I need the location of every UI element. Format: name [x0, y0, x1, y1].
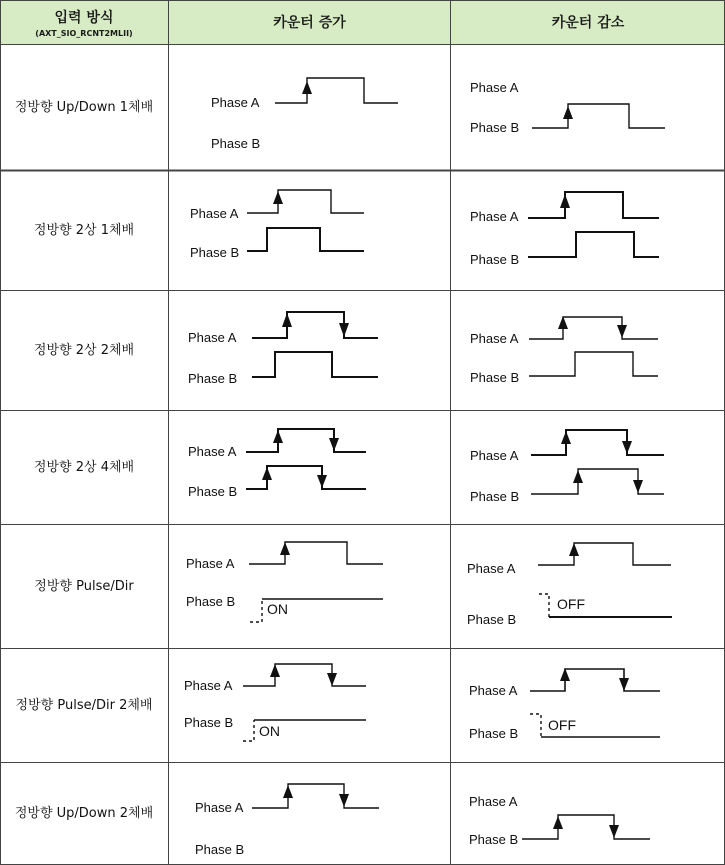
- row2-up-phase-b-wave: [247, 228, 364, 251]
- row2-up-phase-b-label: Phase B: [190, 245, 240, 260]
- row4-down-phase-b-fall-arrowhead: [633, 480, 643, 493]
- header-input-mode-title: 입력 방식: [54, 9, 114, 26]
- row5-down-diagram: [467, 543, 672, 627]
- row5-up-on-label: ON: [267, 601, 288, 617]
- row-label-pulse-dir: 정방향 Pulse/Dir: [34, 578, 134, 594]
- row1-up-diagram: [211, 78, 398, 151]
- row6-up-on-label: ON: [259, 723, 280, 739]
- row6-down-phase-a-fall-arrowhead: [619, 678, 629, 691]
- row2-up-phase-a-rise-arrowhead: [273, 191, 283, 204]
- row1-down-phase-b-wave: [532, 104, 665, 128]
- row7-up-phase-a-wave: [252, 784, 379, 808]
- row2-up-phase-a-wave: [247, 190, 364, 213]
- row6-down-phase-a-wave: [530, 669, 660, 691]
- row4-up-phase-b-label: Phase B: [188, 484, 238, 499]
- row5-down-off-label: OFF: [557, 596, 585, 612]
- row1-down-phase-b-label: Phase B: [470, 120, 520, 135]
- row6-down-phase-a-rise-arrowhead: [560, 668, 570, 681]
- row6-up-phase-a-wave: [243, 664, 366, 686]
- row3-up-phase-a-label: Phase A: [188, 330, 237, 345]
- row7-up-phase-a-rise-arrowhead: [283, 785, 293, 798]
- row7-up-phase-a-label: Phase A: [195, 800, 244, 815]
- row7-up-diagram: [195, 784, 379, 857]
- row1-up-phase-b-label: Phase B: [211, 136, 261, 151]
- row-label-updown-1x: 정방향 Up/Down 1체배: [14, 99, 154, 115]
- row2-down-phase-b-label: Phase B: [470, 252, 520, 267]
- row1-down-diagram: [470, 80, 665, 135]
- row3-down-phase-a-wave: [529, 317, 658, 339]
- row3-up-phase-b-label: Phase B: [188, 371, 238, 386]
- row3-up-phase-a-rise-arrowhead: [282, 313, 292, 327]
- row4-down-phase-a-fall-arrowhead: [622, 441, 632, 454]
- row6-down-phase-b-label: Phase B: [469, 726, 519, 741]
- row5-up-phase-a-wave: [249, 542, 383, 564]
- row5-up-phase-a-label: Phase A: [186, 556, 235, 571]
- row7-down-phase-b-wave: [522, 815, 650, 839]
- row1-up-phase-a-wave: [275, 78, 398, 103]
- row3-up-phase-a-wave: [252, 312, 378, 338]
- row5-down-phase-b-label: Phase B: [467, 612, 517, 627]
- row2-down-phase-a-wave: [528, 192, 659, 218]
- row5-down-phase-a-wave: [538, 543, 671, 565]
- row7-up-phase-b-label: Phase B: [195, 842, 245, 857]
- row5-up-diagram: [186, 542, 383, 622]
- row4-down-phase-a-wave: [531, 430, 664, 455]
- row3-down-phase-b-wave: [529, 352, 658, 376]
- row3-down-phase-a-fall-arrowhead: [617, 325, 627, 338]
- row4-down-diagram: [470, 430, 664, 504]
- row6-up-phase-b-label: Phase B: [184, 715, 234, 730]
- row1-up-phase-a-rise-arrowhead: [302, 81, 312, 94]
- row4-down-phase-a-rise-arrowhead: [561, 431, 571, 444]
- row6-down-phase-a-label: Phase A: [469, 683, 518, 698]
- row2-down-phase-a-label: Phase A: [470, 209, 519, 224]
- row7-down-phase-b-rise-arrowhead: [553, 816, 563, 829]
- header-counter-down-title: 카운터 감소: [551, 15, 625, 31]
- row3-up-phase-b-wave: [252, 352, 378, 377]
- row4-up-phase-b-rise-arrowhead: [262, 467, 272, 480]
- row4-up-phase-a-fall-arrowhead: [329, 438, 339, 451]
- header-input-mode-subtitle: (AXT_SIO_RCNT2MLII): [35, 28, 133, 38]
- row5-up-phase-b-label: Phase B: [186, 594, 236, 609]
- row3-down-phase-a-label: Phase A: [470, 331, 519, 346]
- row4-down-phase-b-label: Phase B: [470, 489, 520, 504]
- row2-down-phase-a-rise-arrowhead: [560, 194, 570, 208]
- row4-up-phase-a-label: Phase A: [188, 444, 237, 459]
- row1-down-phase-a-label: Phase A: [470, 80, 519, 95]
- row6-up-phase-a-label: Phase A: [184, 678, 233, 693]
- row3-up-phase-a-fall-arrowhead: [339, 323, 349, 337]
- row5-up-phase-b-dashed-edge: [250, 599, 262, 622]
- row1-up-phase-a-label: Phase A: [211, 95, 260, 110]
- row4-up-phase-b-fall-arrowhead: [317, 475, 327, 488]
- row-label-updown-2x: 정방향 Up/Down 2체배: [14, 806, 154, 821]
- header-counter-up-title: 카운터 증가: [273, 15, 346, 31]
- row7-down-diagram: [469, 794, 650, 847]
- row6-down-phase-b-dashed-edge: [530, 714, 541, 737]
- row2-up-phase-a-label: Phase A: [190, 206, 239, 221]
- row7-down-phase-a-label: Phase A: [469, 794, 518, 809]
- row-label-2phase-1x: 정방향 2상 1체배: [33, 222, 135, 238]
- row7-down-phase-b-label: Phase B: [469, 832, 519, 847]
- row2-down-diagram: [470, 192, 659, 267]
- row4-up-phase-a-rise-arrowhead: [273, 430, 283, 443]
- row-label-2phase-2x: 정방향 2상 2체배: [33, 342, 135, 358]
- row4-up-phase-a-wave: [246, 429, 366, 452]
- row2-down-phase-b-wave: [528, 232, 659, 257]
- row6-up-diagram: [184, 664, 366, 741]
- row6-up-phase-a-fall-arrowhead: [327, 673, 337, 686]
- row7-up-phase-a-fall-arrowhead: [339, 794, 349, 807]
- row3-down-phase-a-rise-arrowhead: [558, 316, 568, 329]
- row5-down-phase-b-dashed-edge: [539, 594, 549, 617]
- row3-up-diagram: [188, 312, 378, 386]
- row6-up-phase-a-rise-arrowhead: [270, 664, 280, 677]
- row5-up-phase-a-rise-arrowhead: [280, 542, 290, 555]
- row4-down-phase-b-wave: [531, 469, 664, 494]
- row3-down-phase-b-label: Phase B: [470, 370, 520, 385]
- row5-down-phase-a-rise-arrowhead: [569, 543, 579, 556]
- row6-up-phase-b-dashed-edge: [243, 720, 254, 741]
- row4-up-diagram: [188, 429, 366, 499]
- row-label-2phase-4x: 정방향 2상 4체배: [33, 459, 135, 475]
- row2-up-diagram: [190, 190, 364, 260]
- row5-down-phase-a-label: Phase A: [467, 561, 516, 576]
- row7-down-phase-b-fall-arrowhead: [609, 825, 619, 838]
- row6-down-diagram: [469, 668, 660, 741]
- row4-down-phase-a-label: Phase A: [470, 448, 519, 463]
- row4-down-phase-b-rise-arrowhead: [573, 470, 583, 483]
- row3-down-diagram: [470, 316, 658, 385]
- row-label-pulse-dir-2x: 정방향 Pulse/Dir 2체배: [15, 697, 153, 713]
- row6-down-off-label: OFF: [548, 717, 576, 733]
- row1-down-phase-b-rise-arrowhead: [563, 106, 573, 119]
